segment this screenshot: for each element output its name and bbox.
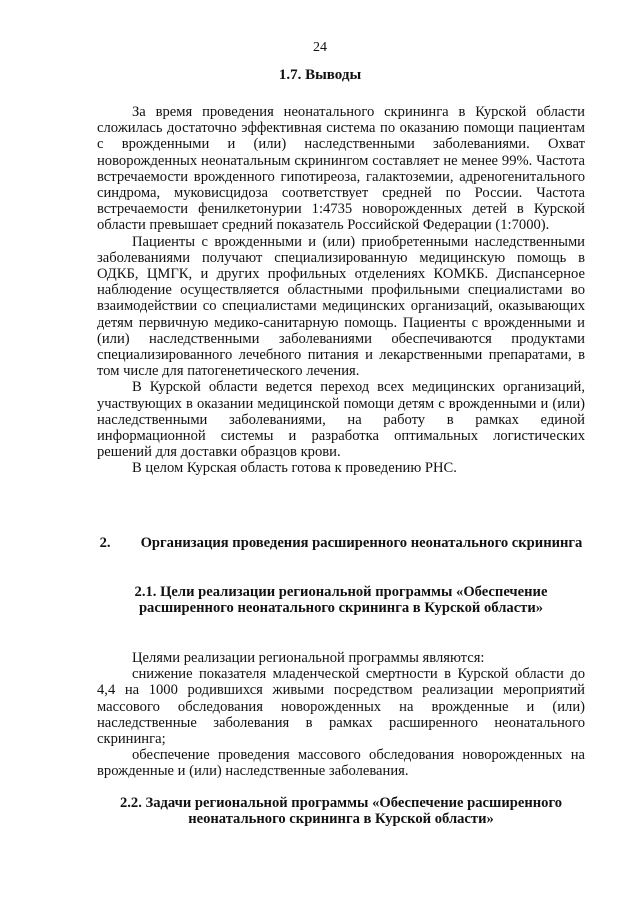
section-1-7-heading: 1.7. Выводы <box>278 67 362 83</box>
section-2-1-body <box>97 650 585 780</box>
section-2-number: 2. <box>99 535 111 551</box>
section-1-7-body <box>97 104 585 477</box>
section-2-title: Организация проведения расширенного неонатального скрининга <box>140 535 583 551</box>
paragraph-goals-intro: Целями реализации региональной программы являются: <box>132 650 485 666</box>
section-2-heading <box>97 535 585 551</box>
paragraph-care: Пациенты с врожденными и (или) приобретенными наследственными заболеваниями получают специализированную медицинскую помощь в ОДКБ, ЦМГК, и других профильных отделениях КОМКБ. Диспансерное наблюдение осуществляется областными профильными специалистами во взаимодействии со специалистами медицинских организаций, оказывающих детям первичную медико-санитарную помощь. Пациенты с врожденными и (или) наследственными заболеваниями обеспечиваются продуктами специализированного лечебного питания и лекарственными препаратами, в том числе для патогенетического лечения. <box>97 233 585 380</box>
section-2-1-heading: 2.1. Цели реализации региональной программы «Обеспечение расширенного неонатального скрининга в Курской области» <box>134 584 548 617</box>
paragraph-goal-screening: обеспечение проведения массового обследования новорожденных на врожденные и (или) наследственные заболевания. <box>97 747 585 780</box>
paragraph-information-system: В Курской области ведется переход всех медицинских организаций, участвующих в оказании медицинской помощи детям с врожденными и (или) наследственными заболеваниями, на работу в рамках единой информационной системы и разработка оптимальных логистических решений для доставки образцов крови. <box>97 379 585 461</box>
page-number: 24 <box>313 40 327 55</box>
paragraph-coverage: За время проведения неонатального скрининга в Курской области сложилась достаточно эффективная система по оказанию помощи пациентам с врожденными и (или) наследственными заболеваниями. Охват новорожденных неонатальным скринингом составляет не менее 99%. Частота встречаемости врожденного гипотиреоза, галактоземии, адреногенитального синдрома, муковисцидоза соответствует средней по России. Частота встречаемости фенилкетонурии 1:4735 новорожденных детей в Курской области превышает средний показатель Российской Федерации (1:7000). <box>97 104 585 234</box>
section-2-2-heading: 2.2. Задачи региональной программы «Обеспечение расширенного неонатального скрининга в Курской области» <box>119 795 563 828</box>
paragraph-readiness: В целом Курская область готова к проведению РНС. <box>132 460 457 477</box>
paragraph-goal-mortality: снижение показателя младенческой смертности в Курской области до 4,4 на 1000 родившихся живыми посредством реализации мероприятий массового обследования новорожденных на врожденные и (или) наследственные заболевания в рамках расширенного неонатального скрининга; <box>97 666 585 748</box>
